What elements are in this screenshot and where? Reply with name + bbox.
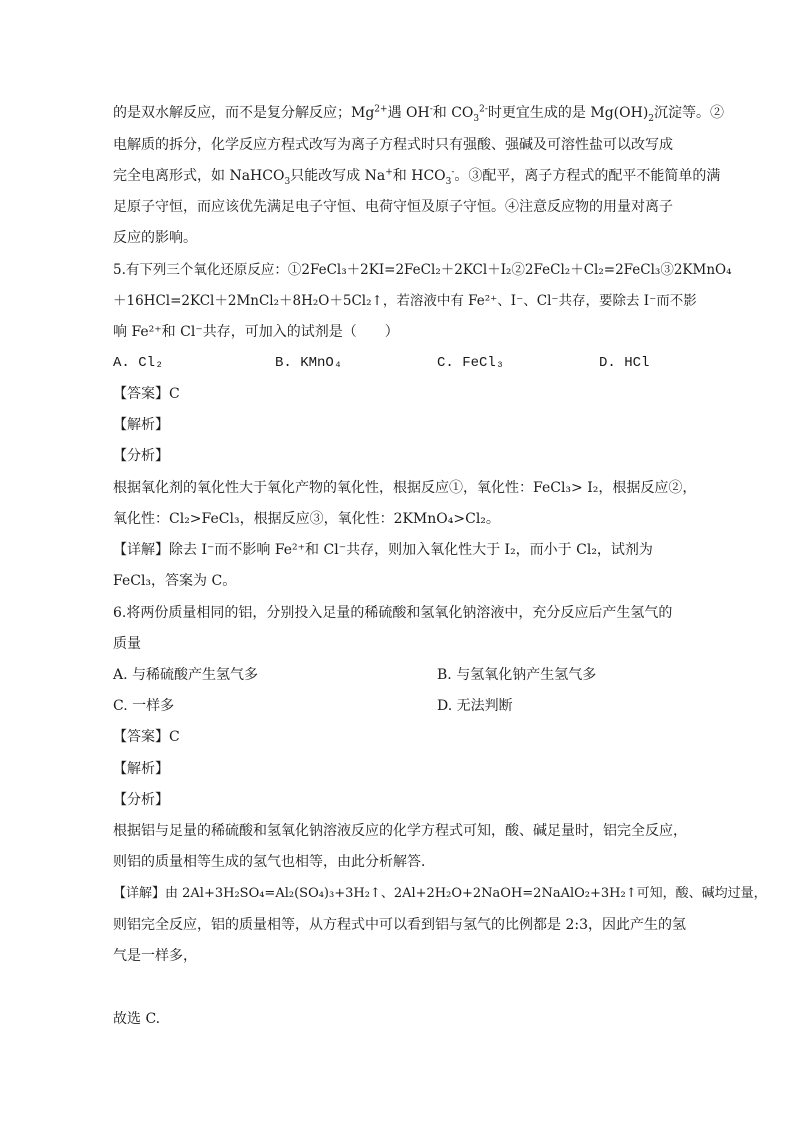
q6-analysis-line2: 则铝的质量相等生成的氢气也相等，由此分析解答． <box>113 854 435 870</box>
q6-detail-line3: 气是一样多， <box>113 948 197 964</box>
q6-stem-line2: 质量 <box>113 636 141 652</box>
text-segment: 和 CO <box>432 105 474 121</box>
q6-fenxi-heading: 【分析】 <box>113 792 169 808</box>
q5-option-a: A. Cl₂ <box>113 355 164 371</box>
q6-jiexi-heading: 【解析】 <box>113 761 169 777</box>
q5-stem-line1: 5.有下列三个氧化还原反应：①2FeCl₃＋2KI=2FeCl₂＋2KCl＋I₂②2FeCl₂＋Cl₂=2FeCl₃③2KMnO₄ <box>113 262 732 278</box>
q6-analysis-line1: 根据铝与足量的稀硫酸和氢氧化钠溶液反应的化学方程式可知，酸、碱足量时，铝完全反应， <box>113 823 687 839</box>
subscript: 2 <box>648 113 655 124</box>
subscript: 3 <box>473 113 480 124</box>
text-segment: 完全电离形式，如 NaHCO <box>113 168 285 184</box>
q6-detail-line1: 【详解】由 2Al+3H₂SO₄=Al₂(SO₄)₃+3H₂↑、2Al+2H₂O+2NaOH=2NaAlO₂+3H₂↑可知，酸、碱均过量， <box>113 886 767 901</box>
superscript: 2+ <box>374 104 388 115</box>
superscript: - <box>451 167 455 178</box>
para1-line2: 电解质的拆分，化学反应方程式改写为离子方程式时只有强酸、强碱及可溶性盐可以改写成 <box>113 137 673 153</box>
text-segment: 的是双水解反应，而不是复分解反应；Mg <box>113 105 375 121</box>
superscript: - <box>429 104 433 115</box>
text-segment: 只能改写成 Na <box>290 168 386 184</box>
q5-option-b: B. KMnO₄ <box>275 355 343 371</box>
q5-stem-line3: 响 Fe²⁺和 Cl⁻共存，可加入的试剂是（ ） <box>113 324 399 340</box>
q5-fenxi-heading: 【分析】 <box>113 448 169 464</box>
para1-line4: 足原子守恒，而应该优先满足电子守恒、电荷守恒及原子守恒。④注意反应物的用量对离子 <box>113 199 673 215</box>
q6-option-c: C. 一样多 <box>113 698 175 714</box>
q5-analysis-line1: 根据氧化剂的氧化性大于氧化产物的氧化性，根据反应①，氧化性：FeCl₃> I₂，根据反应②， <box>113 480 697 496</box>
subscript: 3 <box>284 176 291 187</box>
q5-option-d: D. HCl <box>599 355 650 371</box>
text-segment: 遇 OH <box>387 105 430 121</box>
text-segment: 和 HCO <box>392 168 446 184</box>
text-segment: 时更宜生成的是 Mg(OH) <box>487 105 649 121</box>
q6-answer: 【答案】C <box>113 729 180 745</box>
superscript: + <box>385 167 393 178</box>
para1-line1 <box>113 103 724 123</box>
superscript: 2- <box>479 104 488 115</box>
q6-option-a: A. 与稀硫酸产生氢气多 <box>113 667 259 683</box>
q6-stem-line1: 6.将两份质量相同的铝，分别投入足量的稀硫酸和氢氧化钠溶液中，充分反应后产生氢气的 <box>113 605 673 621</box>
q6-conclusion: 故选 C. <box>113 1011 161 1027</box>
q5-stem-line2: ＋16HCl=2KCl＋2MnCl₂＋8H₂O＋5Cl₂↑，若溶液中有 Fe²⁺、I⁻、Cl⁻共存，要除去 I⁻而不影 <box>113 293 697 309</box>
q6-option-d: D. 无法判断 <box>437 698 513 714</box>
q5-detail-line2: FeCl₃，答案为 C。 <box>113 573 237 589</box>
q5-analysis-line2: 氧化性：Cl₂>FeCl₃，根据反应③，氧化性：2KMnO₄>Cl₂。 <box>113 511 500 527</box>
para1-line5: 反应的影响。 <box>113 230 197 246</box>
subscript: 3 <box>445 176 452 187</box>
q5-option-c: C. FeCl₃ <box>437 355 505 371</box>
para1-line3 <box>113 166 720 186</box>
text-segment: 沉淀等。② <box>654 105 725 121</box>
q5-answer: 【答案】C <box>113 386 180 402</box>
text-segment: 。③配平，离子方程式的配平不能简单的满 <box>454 168 721 184</box>
q5-detail-line1: 【详解】除去 I⁻而不影响 Fe²⁺和 Cl⁻共存，则加入氧化性大于 I₂，而小于 Cl₂，试剂为 <box>113 542 653 558</box>
q6-detail-line2: 则铝完全反应，铝的质量相等，从方程式中可以看到铝与氢气的比例都是 2:3，因此产生的氢 <box>113 917 686 933</box>
q6-option-b: B. 与氢氧化钠产生氢气多 <box>437 667 597 683</box>
q5-jiexi-heading: 【解析】 <box>113 417 169 433</box>
